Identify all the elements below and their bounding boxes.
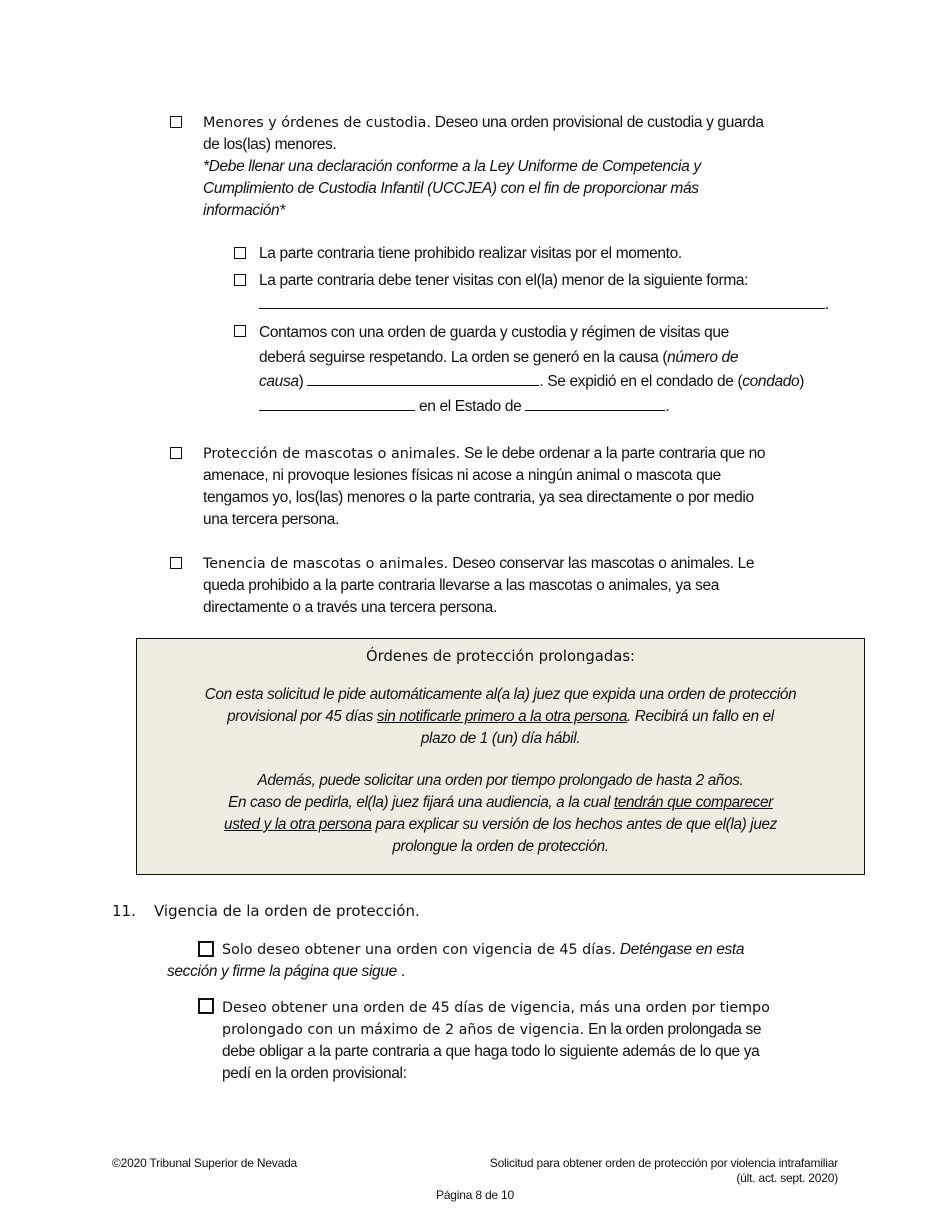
visits-blank-line[interactable]: . [259,294,829,316]
section-11-number: 11. [112,902,136,920]
state-blank[interactable] [525,396,665,411]
no-visits-checkbox[interactable] [234,247,246,259]
existing-order-checkbox[interactable] [234,325,246,337]
custody-text-2: de los(las) menores. [203,136,337,153]
pet-protection-checkbox[interactable] [170,447,182,459]
duration-extended-option: Deseo obtener una orden de 45 días de vigencia, más una orden por tiempo prolongado con un máximo de 2 años de vigencia. En la orden prolongada se debe obligar a la parte contraria a que haga todo lo siguiente además de lo que ya pedí en la orden provisional: [222,1000,770,1082]
notice-heading: Órdenes de protección prolongadas: [365,648,636,665]
pet-protection-title: Protección de mascotas o animales. [203,446,461,462]
notice-paragraph-1: Con esta solicitud le pide automáticamente al(a la) juez que expida una orden de protección provisional por 45 días sin notificarle primero a la otra persona. Recibirá un fallo en el plazo de 1 (un) día hábil. [204,686,797,747]
uccjea-note-line: *Debe llenar una declaración conforme a la Ley Uniforme de Competencia y [203,158,701,175]
footer-form-title: Solicitud para obtener orden de protección por violencia intrafamiliar (últ. act. sept. 2020) [489,1156,838,1185]
custody-checkbox[interactable] [170,116,182,128]
pet-possession-checkbox[interactable] [170,557,182,569]
uccjea-note-line: información* [203,202,285,219]
footer-copyright: ©2020 Tribunal Superior de Nevada [112,1156,298,1170]
visits-label: La parte contraria debe tener visitas con el(la) menor de la siguiente forma: [259,272,749,289]
no-visits-label: La parte contraria tiene prohibido realizar visitas por el momento. [259,245,682,262]
case-number-blank[interactable] [307,371,539,386]
duration-extended-checkbox[interactable] [198,998,214,1014]
pet-possession-title: Tenencia de mascotas o animales. [203,556,449,572]
page-number: Página 8 de 10 [436,1188,514,1202]
pet-possession-section: Tenencia de mascotas o animales. Deseo conservar las mascotas o animales. Le queda prohibido a la parte contraria llevarse a las mascotas o animales, ya sea directamente o a través una tercera persona. [203,555,755,616]
custody-title: Menores y órdenes de custodia. [203,115,431,131]
custody-text: Deseo una orden provisional de custodia y guarda [434,114,764,131]
uccjea-note-line: Cumplimiento de Custodia Infantil (UCCJEA) con el fin de proporcionar más [203,180,699,197]
pet-protection-section: Protección de mascotas o animales. Se le debe ordenar a la parte contraria que no amenace, ni provoque lesiones físicas ni acose a ningún animal o mascota que tengamos yo, los(las) menores o la parte contraria, ya sea directamente o por medio una tercera persona. [203,445,766,528]
section-11-title: Vigencia de la orden de protección. [154,902,420,920]
custody-section [203,112,843,222]
notice-paragraph-2: Además, puede solicitar una orden por tiempo prolongado de hasta 2 años. En caso de pedirla, el(la) juez fijará una audiencia, a la cual tendrán que comparecer usted y la otra persona para explicar su versión de los hechos antes de que el(la) juez prolongue la orden de protección. [224,772,777,855]
county-blank[interactable] [259,396,415,411]
extended-orders-notice [136,638,865,875]
existing-order-text: Contamos con una orden de guarda y custodia y régimen de visitas que deberá seguirse respetando. La orden se generó en la causa (número de causa) . Se expidió en el condado de (condado) en el Estado de . [259,324,805,415]
duration-45-days-option: Solo deseo obtener una orden con vigencia de 45 días. Deténgase en esta sección y firme la página que sigue . [167,941,745,980]
visits-checkbox[interactable] [234,274,246,286]
